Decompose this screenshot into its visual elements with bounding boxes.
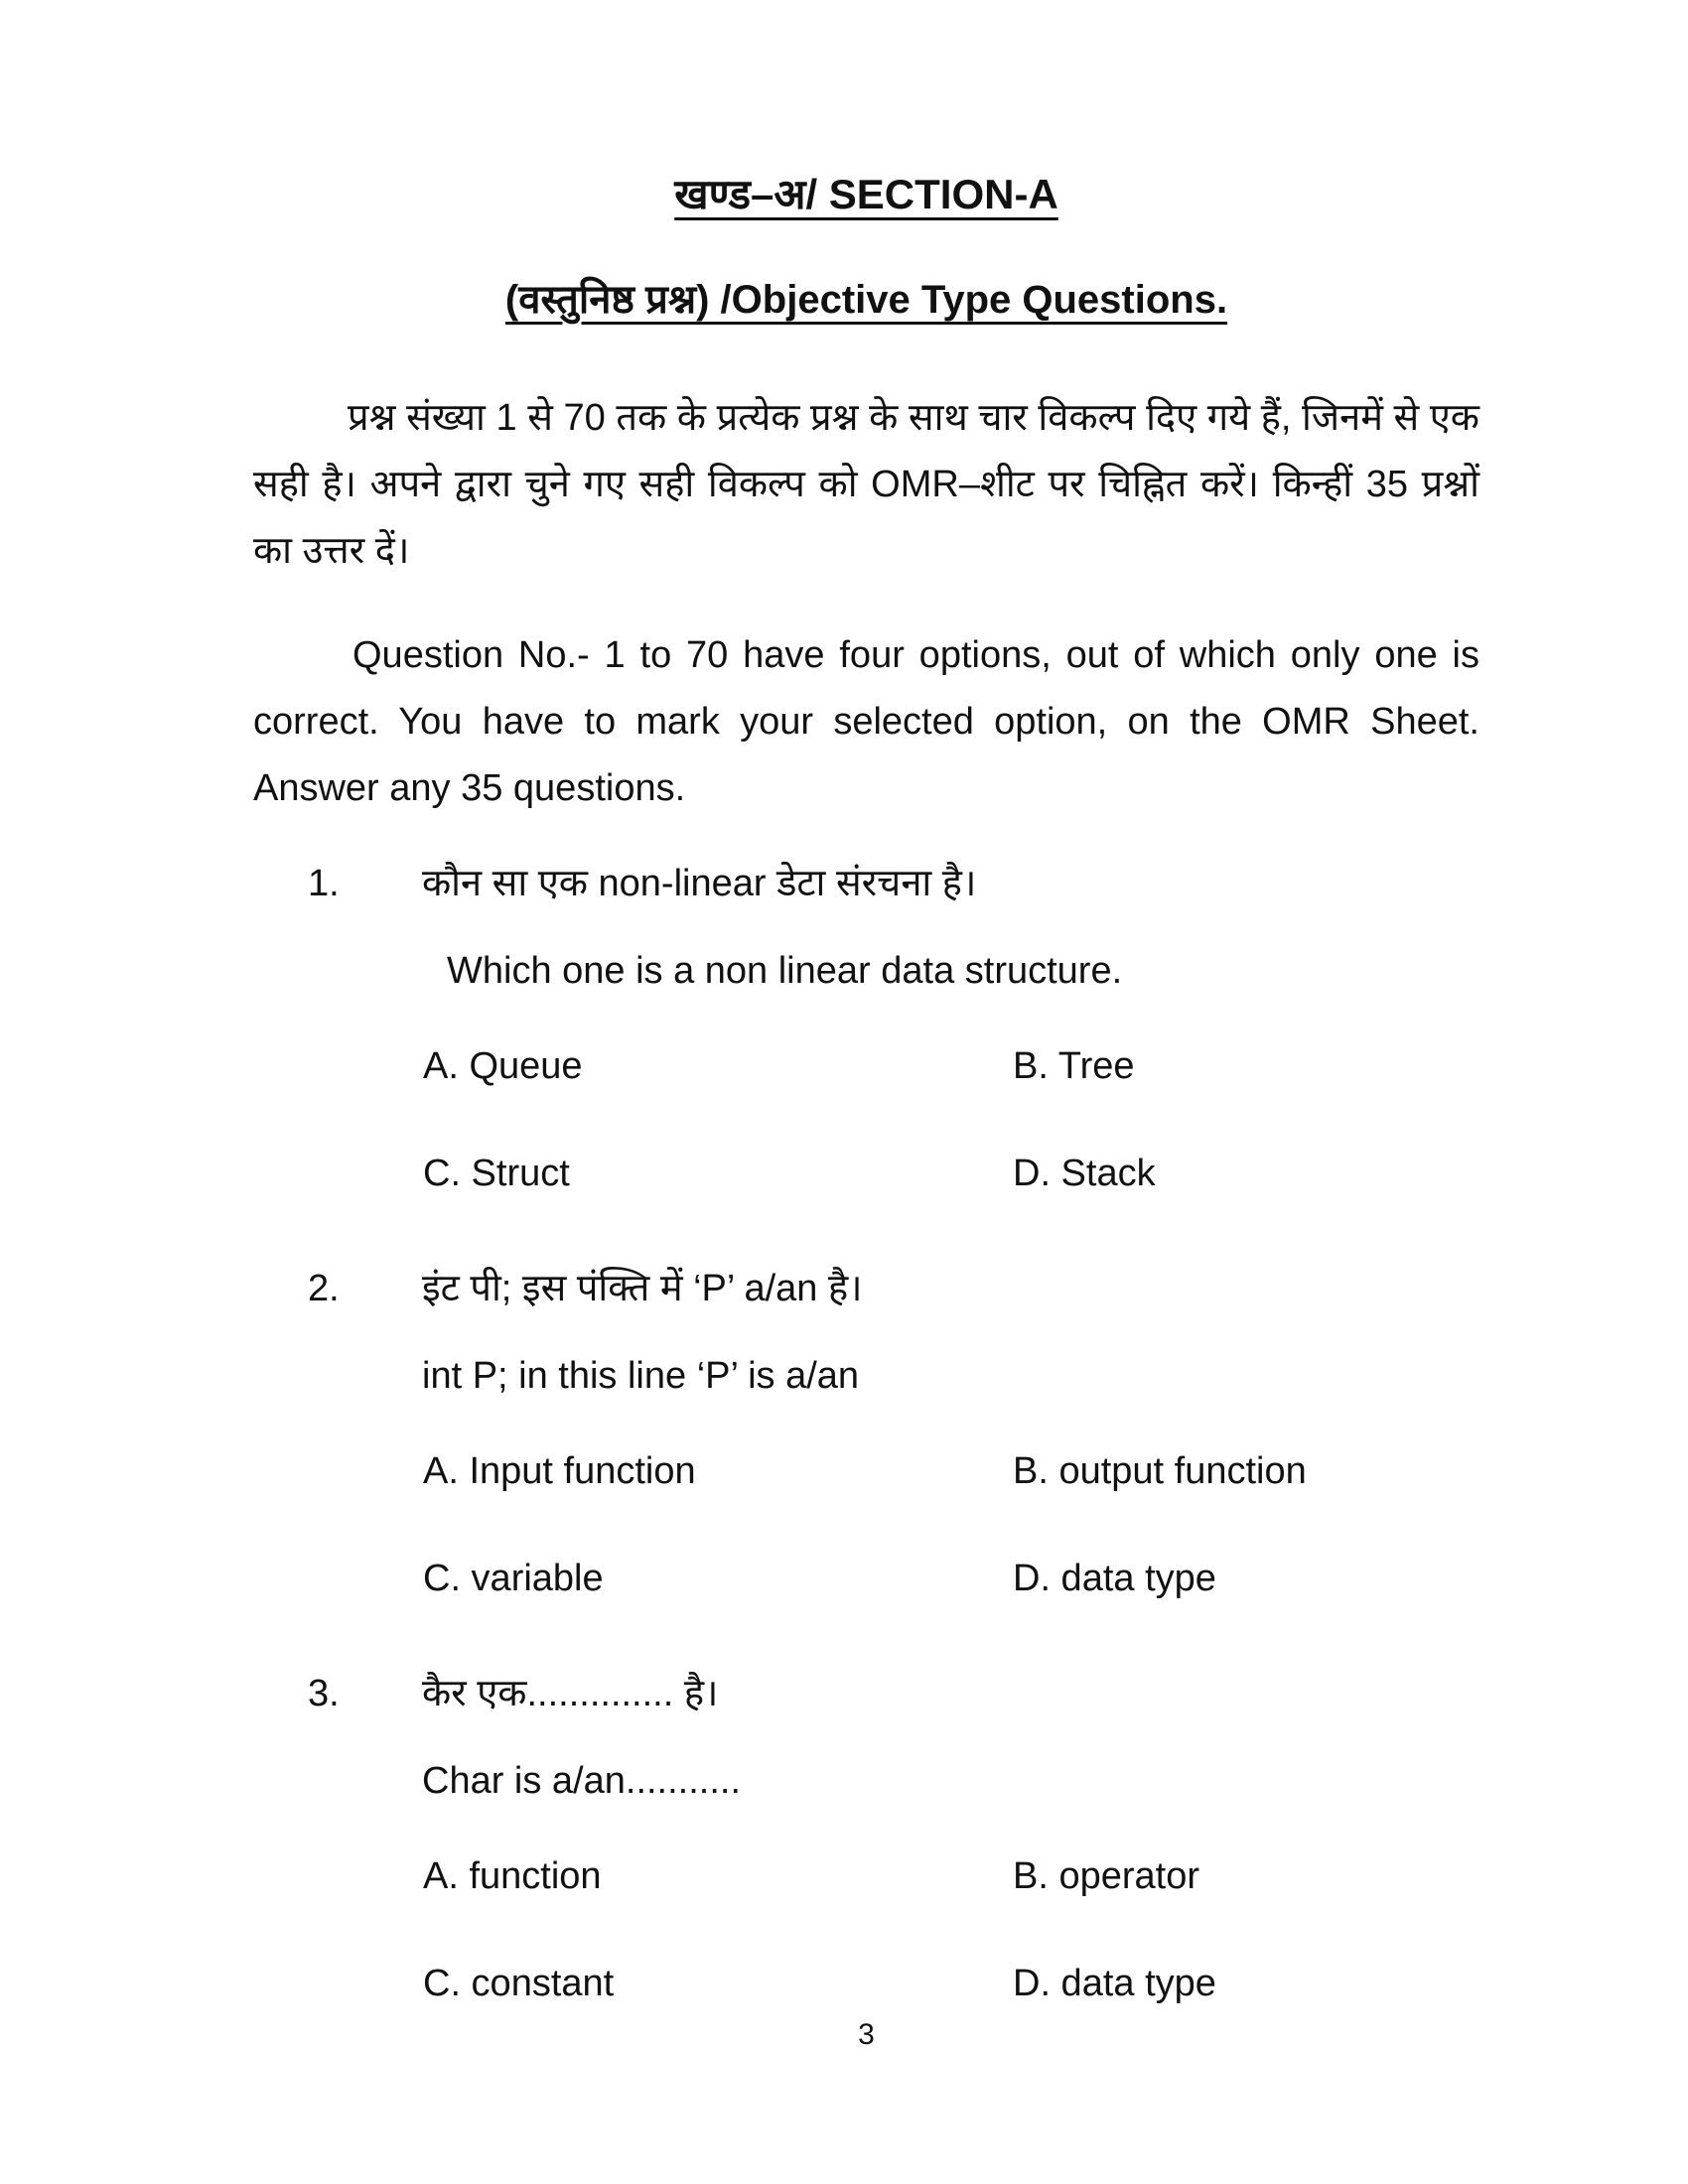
question-prompt-hindi: इंट पी; इस पंक्ति में ‘P’ a/an है। [422,1268,863,1309]
option-b: B. output function [1013,1450,1307,1492]
question-1-options-row-2 [253,1150,1479,1197]
question-3 [253,1670,1479,2007]
option-c: C. constant [423,1963,615,2004]
question-2-options-row-1 [253,1447,1479,1495]
option-d: D. data type [1013,1558,1216,1599]
option-c: C. variable [423,1558,604,1599]
question-3-options-row-1 [253,1852,1479,1900]
option-a: A. function [423,1855,602,1897]
instructions-hindi: प्रश्न संख्या 1 से 70 तक के प्रत्येक प्रश्न के साथ चार विकल्प दिए गये हैं, जिनमें से एक सही है। अपने द्वारा चुने गए सही विकल्प को OMR–शीट पर चिह्नित करें। किन्हीं 35 प्रश्नों का उत्तर दें। [253,397,1479,572]
question-1 [253,860,1479,1197]
question-2-options-row-2 [253,1555,1479,1602]
section-title-text: खण्ड–अ/ SECTION-A [674,171,1058,217]
question-prompt-english: int P; in this line ‘P’ is a/an [422,1355,860,1397]
question-2 [253,1265,1479,1602]
option-d: D. Stack [1013,1153,1156,1194]
section-title [253,171,1479,218]
question-prompt-hindi: कौन सा एक non-linear डेटा संरचना है। [422,863,977,904]
option-c: C. Struct [423,1153,570,1194]
question-1-options-row-1 [253,1042,1479,1090]
question-prompt-english: Char is a/an........... [422,1760,742,1802]
question-1-heading [253,860,1479,907]
question-3-options-row-2 [253,1960,1479,2007]
section-subtitle [253,276,1479,324]
question-prompt-hindi: कैर एक.............. है। [422,1673,719,1714]
question-number: 2. [308,1268,340,1309]
question-prompt-english: Which one is a non linear data structure. [447,950,1123,992]
question-number: 1. [308,863,340,904]
question-number: 3. [308,1673,340,1714]
option-d: D. data type [1013,1963,1216,2004]
instructions-english: Question No.- 1 to 70 have four options, out of which only one is correct. You have to mark your selected option, on the OMR Sheet. Answer any 35 questions. [253,634,1479,809]
question-3-heading [253,1670,1479,1717]
option-a: A. Queue [423,1045,583,1087]
question-list [253,860,1479,2007]
option-b: B. Tree [1013,1045,1135,1087]
page-number: 3 [858,2018,875,2051]
option-a: A. Input function [423,1450,696,1492]
option-b: B. operator [1013,1855,1199,1897]
section-subtitle-text: (वस्तुनिष्ठ प्रश्न) /Objective Type Questions. [504,278,1228,322]
question-2-heading [253,1265,1479,1312]
